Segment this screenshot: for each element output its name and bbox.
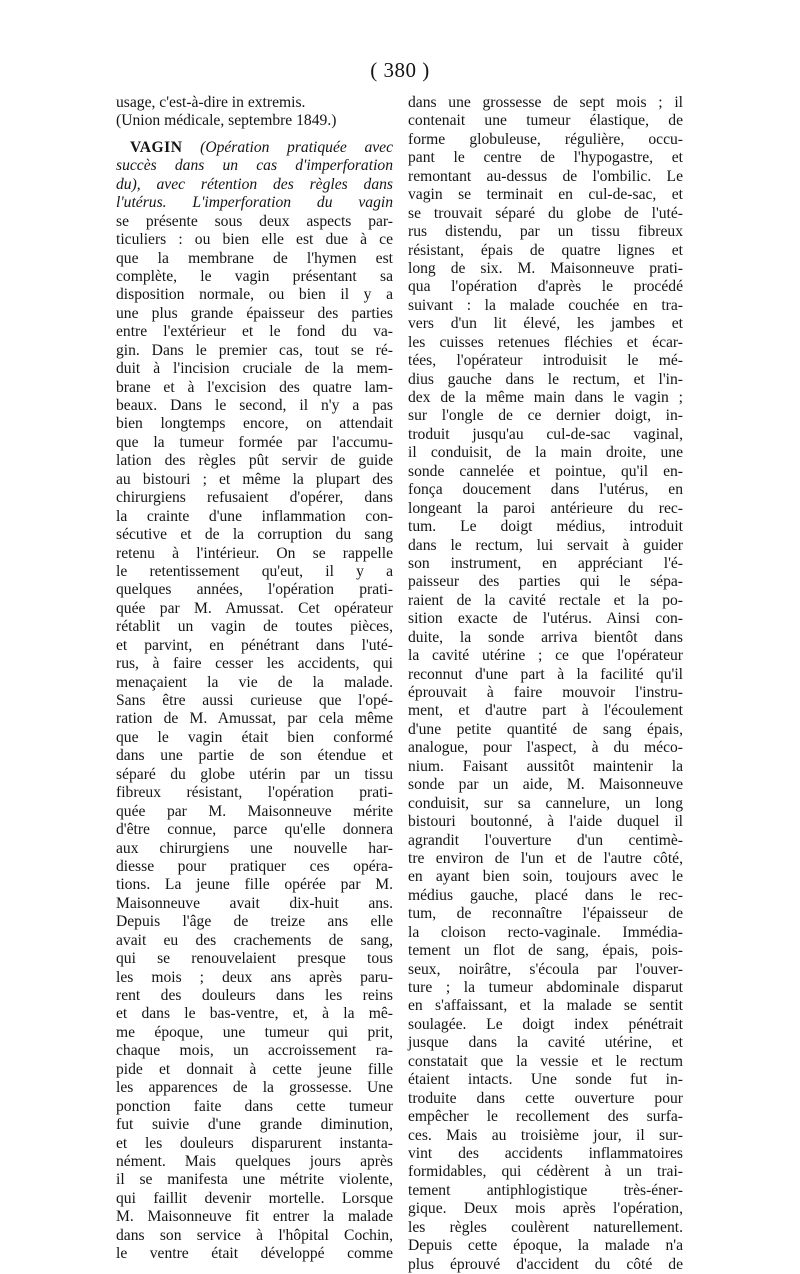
- text-line: les apparences de la grossesse. Une: [116, 1079, 393, 1097]
- text-line: duit à l'incision cruciale de la mem-: [116, 360, 393, 378]
- text-line: quée par M. Maisonneuve mérite: [116, 802, 393, 820]
- text-line: dans son service à l'hôpital Cochin,: [116, 1226, 393, 1244]
- article-title-fragment: (Opération pratiquée avec: [200, 138, 394, 156]
- text-line: tum. Le doigt médius, introduit: [408, 518, 683, 536]
- text-line: succès dans un cas d'imperforation: [116, 157, 393, 175]
- text-line: analogue, pour l'aspect, à du méco-: [408, 739, 683, 757]
- text-line: tement antiphlogistique très-éner-: [408, 1181, 683, 1199]
- text-line: se présente sous deux aspects par-: [116, 212, 393, 230]
- text-line: gique. Deux mois après l'opération,: [408, 1200, 683, 1218]
- text-line: suivant : la malade couchée en tra-: [408, 296, 683, 314]
- text-line: ces. Mais au troisième jour, il sur-: [408, 1126, 683, 1144]
- text-line: quée par M. Amussat. Cet opérateur: [116, 599, 393, 617]
- text-line: d'une petite quantité de sang épais,: [408, 720, 683, 738]
- text-line: la cavité utérine ; ce que l'opérateur: [408, 647, 683, 665]
- text-line: la cloison recto-vaginale. Immédia-: [408, 923, 683, 941]
- text-line: ticuliers : ou bien elle est due à ce: [116, 231, 393, 249]
- text-line: dans une partie de son étendue et: [116, 747, 393, 765]
- text-line: avait eu des crachements de sang,: [116, 931, 393, 949]
- text-line: remontant au-dessus de l'ombilic. Le: [408, 167, 683, 185]
- text-line: conduisit, sur sa cannelure, un long: [408, 794, 683, 812]
- text-line: fut suivie d'une grande diminution,: [116, 1116, 393, 1134]
- text-line: d'être connue, parce qu'elle donnera: [116, 821, 393, 839]
- text-line: une plus grande épaisseur des parties: [116, 304, 393, 322]
- text-line: en ayant bien soin, toujours avec le: [408, 868, 683, 886]
- text-line: sonde par un aide, M. Maisonneuve: [408, 776, 683, 794]
- text-line: ture ; la tumeur abdominale disparut: [408, 979, 683, 996]
- text-line: qui faillit devenir mortelle. Lorsque: [116, 1189, 393, 1207]
- text-line: se trouvait séparé du globe de l'uté-: [408, 204, 683, 222]
- text-line: troduit jusqu'au cul-de-sac vaginal,: [408, 425, 683, 443]
- text-line: les règles coulèrent naturellement.: [408, 1218, 683, 1236]
- article-first-line: [116, 139, 393, 157]
- text-line: plus éprouvé d'accident du côté de: [408, 1255, 683, 1273]
- text-line: disposition normale, ou bien il y a: [116, 286, 393, 304]
- text-line: empêcher le recollement des surfa-: [408, 1108, 683, 1126]
- text-line: médius gauche, placé dans le rec-: [408, 886, 683, 904]
- text-line: paisseur des parties qui le sépa-: [408, 573, 683, 591]
- text-line: sition exacte de l'utérus. Ainsi con-: [408, 610, 683, 628]
- text-line: bistouri boutonné, à l'aide duquel il: [408, 813, 683, 831]
- text-line: Depuis cette époque, la malade n'a: [408, 1237, 683, 1255]
- text-line: entre l'extérieur et le fond du va-: [116, 323, 393, 341]
- text-line: nium. Faisant aussitôt maintenir la: [408, 757, 683, 775]
- text-line: diesse pour pratiquer ces opéra-: [116, 857, 393, 875]
- text-line: sécutive et de la corruption du sang: [116, 526, 393, 544]
- text-line: que le vagin était bien conformé: [116, 728, 393, 746]
- text-line: tement un flot de sang, épais, pois-: [408, 942, 683, 960]
- text-line: bien longtemps encore, on attendait: [116, 415, 393, 433]
- text-line: troduite dans cette ouverture pour: [408, 1089, 683, 1107]
- text-line: pide et donnait à cette jeune fille: [116, 1060, 393, 1078]
- text-line: ponction faite dans cette tumeur: [116, 1097, 393, 1115]
- text-line: rétablit un vagin de toutes pièces,: [116, 618, 393, 636]
- text-line: son instrument, en appréciant l'é-: [408, 554, 683, 572]
- text-line: vagin se terminait en cul-de-sac, et: [408, 186, 683, 204]
- text-line: les cuisses retenues fléchies et écar-: [408, 333, 683, 351]
- text-line: rent des douleurs dans les reins: [116, 987, 393, 1004]
- text-line: éprouvait à faire mouvoir l'instru-: [408, 684, 683, 701]
- text-line: forme globuleuse, régulière, occu-: [408, 130, 683, 148]
- text-line: au bistouri ; et même la plupart des: [116, 470, 393, 488]
- text-line: aux chirurgiens une nouvelle har-: [116, 839, 393, 857]
- text-line: raient de la cavité rectale et la po-: [408, 591, 683, 609]
- text-line: du), avec rétention des règles dans: [116, 175, 393, 193]
- text-line: le ventre était développé comme: [116, 1245, 393, 1263]
- text-line: vers d'un lit élevé, les jambes et: [408, 315, 683, 333]
- text-line: constatait que la vessie et le rectum: [408, 1052, 683, 1070]
- text-line: tum, de reconnaître l'épaisseur de: [408, 905, 683, 923]
- text-line: rus, à faire cesser les accidents, qui: [116, 655, 393, 673]
- text-line: sur l'ongle de ce dernier doigt, in-: [408, 407, 683, 425]
- right-column: [408, 94, 683, 1274]
- text-line: seux, noirâtre, s'écoula par l'ouver-: [408, 960, 683, 978]
- text-line: Depuis l'âge de treize ans elle: [116, 913, 393, 931]
- text-line: beaux. Dans le second, il n'y a pas: [116, 397, 393, 414]
- text-line: l'utérus. L'imperforation du vagin: [116, 194, 393, 212]
- text-line: sonde cannelée et pointue, qu'il en-: [408, 462, 683, 480]
- text-line: dans une grossesse de sept mois ; il: [408, 94, 683, 111]
- text-line: Sans être aussi curieuse que l'opé-: [116, 692, 393, 709]
- article-headword: VAGIN: [130, 138, 183, 156]
- text-line: ration de M. Amussat, par cela même: [116, 710, 393, 728]
- text-line: formidables, qui cédèrent à un trai-: [408, 1163, 683, 1181]
- text-line: qua l'opération d'après le procédé: [408, 278, 683, 296]
- text-line: fibreux résistant, l'opération prati-: [116, 784, 393, 802]
- text-line: étaient intacts. Une sonde fut in-: [408, 1071, 683, 1089]
- text-line: reconnut d'une part à la facilité qu'il: [408, 665, 683, 683]
- text-line: complète, le vagin présentant sa: [116, 267, 393, 285]
- text-line: brane et à l'excision des quatre lam-: [116, 378, 393, 396]
- text-line: la crainte d'une inflammation con-: [116, 507, 393, 525]
- text-line: pant le centre de l'hypogastre, et: [408, 149, 683, 167]
- text-line: le retentissement qu'eut, il y a: [116, 562, 393, 580]
- text-line: tées, l'opérateur introduisit le mé-: [408, 352, 683, 370]
- text-line: vint des accidents inflammatoires: [408, 1144, 683, 1162]
- paragraph-gap: [116, 131, 393, 139]
- text-line: les mois ; deux ans après paru-: [116, 968, 393, 986]
- intro-line: usage, c'est-à-dire in extremis.: [116, 94, 306, 111]
- text-line: fonça doucement dans l'utérus, en: [408, 481, 683, 499]
- text-line: dans le rectum, lui servait à guider: [408, 536, 683, 554]
- text-line: M. Maisonneuve fit entrer la malade: [116, 1208, 393, 1226]
- text-line: il se manifesta une métrite violente,: [116, 1171, 393, 1189]
- text-line: que la membrane de l'hymen est: [116, 249, 393, 267]
- text-line: chaque mois, un accroissement ra-: [116, 1042, 393, 1060]
- text-line: lation des règles pût servir de guide: [116, 452, 393, 470]
- text-line: longeant la paroi antérieure du rec-: [408, 499, 683, 517]
- text-line: long de six. M. Maisonneuve prati-: [408, 259, 683, 277]
- left-column: [116, 94, 393, 1264]
- text-line: tre environ de l'un et de l'autre côté,: [408, 849, 683, 867]
- text-line: résistant, épais de quatre lignes et: [408, 241, 683, 259]
- text-line: jusque dans la cavité utérine, et: [408, 1034, 683, 1052]
- intro-line: (Union médicale, septembre 1849.): [116, 112, 337, 130]
- text-line: soulagée. Le doigt index pénétrait: [408, 1015, 683, 1033]
- article-body: [116, 157, 393, 1263]
- text-line: menaçaient la vie de la malade.: [116, 673, 393, 691]
- text-line: séparé du globe utérin par un tissu: [116, 765, 393, 783]
- text-line: et parvint, en pénétrant dans l'uté-: [116, 636, 393, 654]
- text-line: dex de la même main dans le vagin ;: [408, 389, 683, 406]
- text-line: contenait une tumeur élastique, de: [408, 112, 683, 130]
- text-line: Maisonneuve avait dix-huit ans.: [116, 894, 393, 912]
- text-line: quelques années, l'opération prati-: [116, 581, 393, 599]
- text-line: rus distendu, par un tissu fibreux: [408, 223, 683, 241]
- text-line: qui se renouvelaient presque tous: [116, 950, 393, 968]
- text-line: dius gauche dans le rectum, et l'in-: [408, 370, 683, 388]
- text-line: que la tumeur formée par l'accumu-: [116, 433, 393, 451]
- text-line: et dans le bas-ventre, et, à la mê-: [116, 1005, 393, 1023]
- text-line: ment, et d'autre part à l'écoulement: [408, 702, 683, 720]
- text-line: chirurgiens refusaient d'opérer, dans: [116, 489, 393, 507]
- text-line: et les douleurs disparurent instanta-: [116, 1134, 393, 1152]
- text-line: nément. Mais quelques jours après: [116, 1152, 393, 1170]
- text-line: en s'affaissant, et la malade se sentit: [408, 997, 683, 1015]
- page-number: ( 380 ): [370, 58, 430, 82]
- text-line: tions. La jeune fille opérée par M.: [116, 876, 393, 894]
- text-line: agrandit l'ouverture d'un centimè-: [408, 831, 683, 849]
- text-line: il conduisit, de la main droite, une: [408, 444, 683, 462]
- text-line: duite, la sonde arriva bientôt dans: [408, 628, 683, 646]
- text-line: gin. Dans le premier cas, tout se ré-: [116, 341, 393, 359]
- text-line: retenu à l'intérieur. On se rappelle: [116, 544, 393, 562]
- text-line: me époque, une tumeur qui prit,: [116, 1023, 393, 1041]
